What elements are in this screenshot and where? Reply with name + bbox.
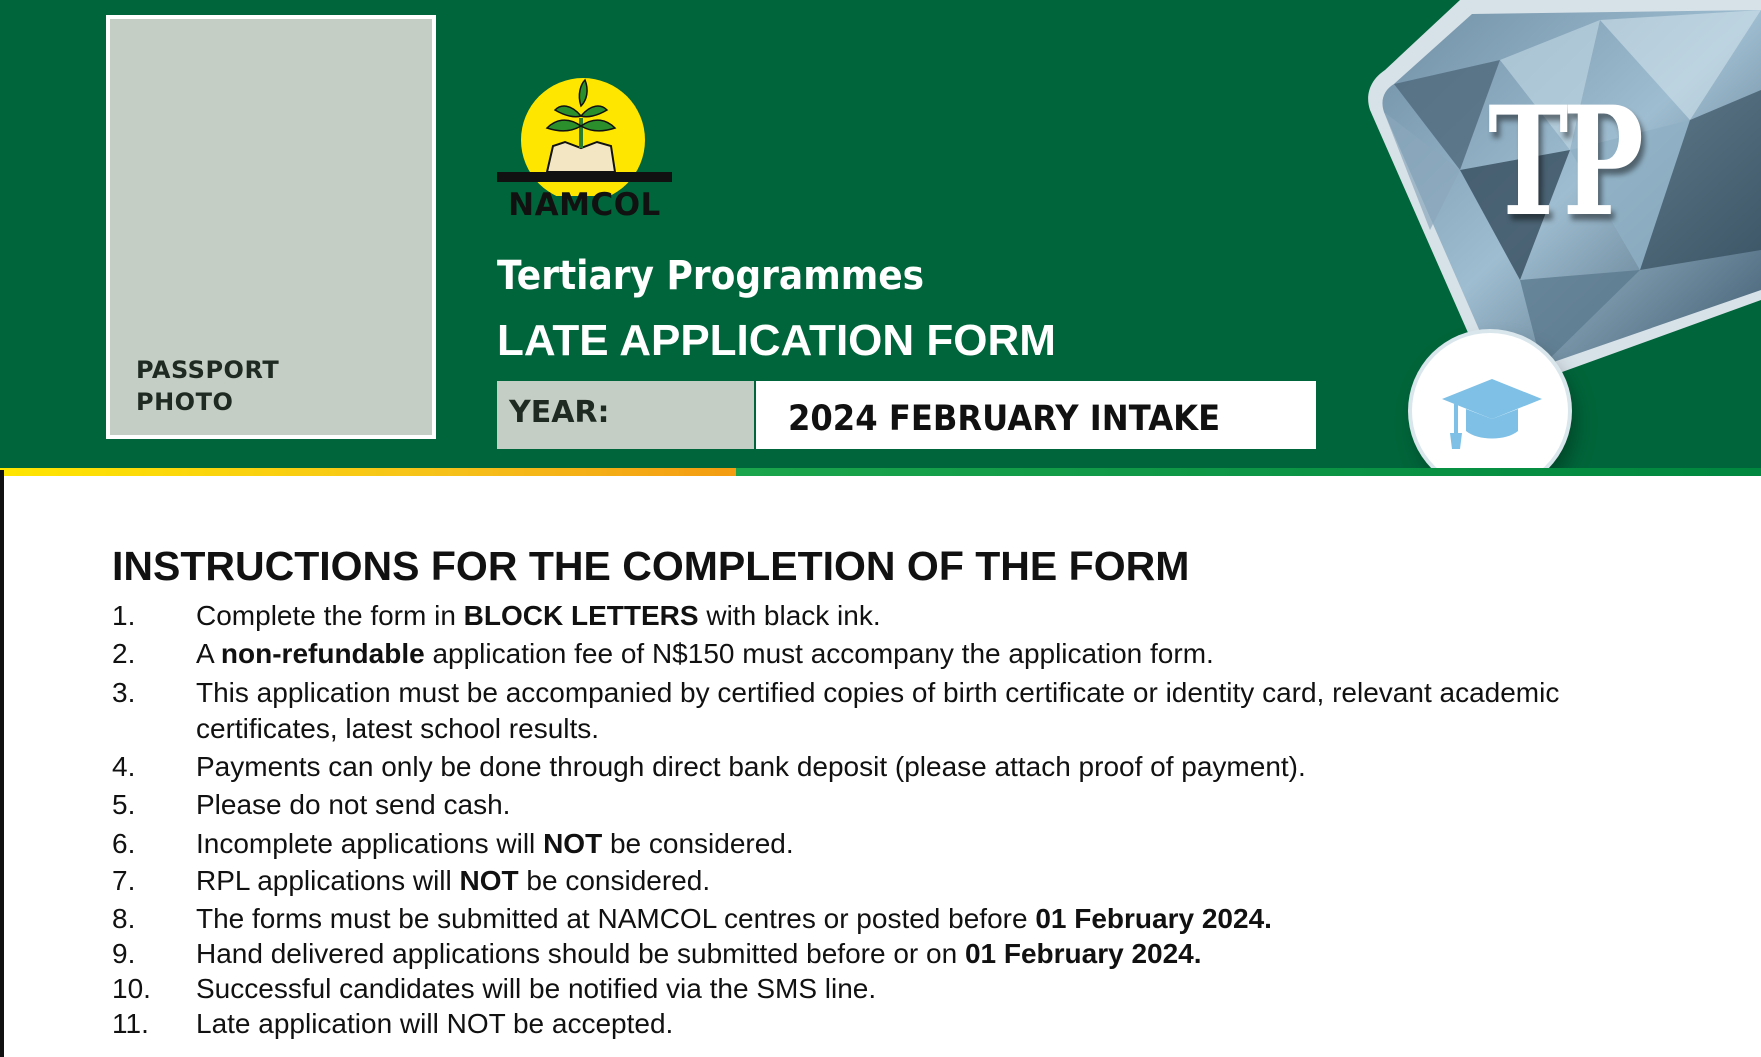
instruction-text (196, 598, 1676, 634)
instruction-text (196, 1006, 1676, 1042)
instruction-emphasis: BLOCK LETTERS (463, 600, 699, 631)
instruction-number: 6. (112, 828, 136, 859)
instruction-segment: application fee of N$150 must accompany the application form. (424, 638, 1214, 669)
instruction-segment: Successful candidates will be notified via the SMS line. (196, 973, 877, 1004)
instruction-text (196, 749, 1676, 785)
instruction-segment: Complete the form in (196, 600, 464, 631)
instruction-segment: Payments can only be done through direct bank deposit (please attach proof of payment). (196, 751, 1306, 782)
year-value: 2024 FEBRUARY INTAKE (788, 399, 1221, 439)
instruction-number: 2. (112, 638, 136, 669)
namcol-sun-plant-icon (497, 76, 672, 196)
instruction-segment: be considered. (518, 865, 711, 896)
instruction-number: 1. (112, 600, 136, 631)
instruction-emphasis: NOT (459, 865, 519, 896)
passport-photo-label-line: PHOTO (136, 388, 234, 416)
instruction-number: 10. (112, 973, 151, 1004)
instruction-text (196, 636, 1676, 672)
instruction-segment: This application must be accompanied by certified copies of birth certificate or identity card, relevant academic certificates, latest school results. (196, 677, 1560, 744)
passport-photo-box[interactable] (106, 15, 436, 439)
year-label-cell (497, 381, 754, 449)
instruction-segment: Late application will NOT be accepted. (196, 1008, 674, 1039)
instructions-heading: INSTRUCTIONS FOR THE COMPLETION OF THE FORM (112, 543, 1190, 589)
instruction-emphasis: 01 February 2024. (1035, 903, 1272, 934)
instruction-text (196, 936, 1676, 972)
instruction-text (196, 971, 1676, 1007)
header-banner (0, 0, 1761, 475)
instruction-number: 4. (112, 751, 136, 782)
instruction-text (196, 826, 1676, 862)
instruction-emphasis: non-refundable (220, 638, 425, 669)
instruction-segment: The forms must be submitted at NAMCOL centres or posted before (196, 903, 1036, 934)
logo-text: NAMCOL (508, 187, 661, 223)
programme-subtitle: Tertiary Programmes (497, 253, 925, 299)
passport-photo-label-line: PASSPORT (136, 356, 280, 384)
graduation-cap-icon (1434, 363, 1546, 463)
accent-stripe-green (736, 468, 1761, 476)
instruction-emphasis: 01 February 2024. (964, 938, 1202, 969)
instruction-segment: A (196, 638, 221, 669)
instruction-number: 3. (112, 677, 136, 708)
instruction-number: 7. (112, 865, 136, 896)
tp-badge-text: TP (1488, 74, 1639, 250)
form-title: LATE APPLICATION FORM (497, 316, 1056, 365)
namcol-logo (497, 76, 672, 226)
instruction-text (196, 901, 1676, 937)
instruction-number: 8. (112, 903, 136, 934)
instruction-emphasis: NOT (543, 828, 603, 859)
instruction-segment: with black ink. (698, 600, 881, 631)
graduation-cap-badge (1412, 333, 1568, 475)
instruction-number: 5. (112, 789, 136, 820)
year-label: YEAR: (509, 395, 610, 430)
passport-photo-label (136, 354, 336, 418)
instruction-number: 9. (112, 938, 136, 969)
instruction-number: 11. (112, 1008, 149, 1039)
instruction-text (196, 675, 1676, 747)
year-value-field[interactable] (756, 381, 1316, 449)
accent-stripe-yellow (0, 468, 736, 476)
instruction-segment: be considered. (602, 828, 794, 859)
instruction-segment: Incomplete applications will (196, 828, 544, 859)
instruction-segment: Please do not send cash. (196, 789, 511, 820)
instruction-segment: Hand delivered applications should be submitted before or on (196, 938, 965, 969)
page-left-border (0, 470, 4, 1057)
instruction-segment: RPL applications will (196, 865, 460, 896)
instruction-text (196, 787, 1676, 823)
instruction-text (196, 863, 1676, 899)
